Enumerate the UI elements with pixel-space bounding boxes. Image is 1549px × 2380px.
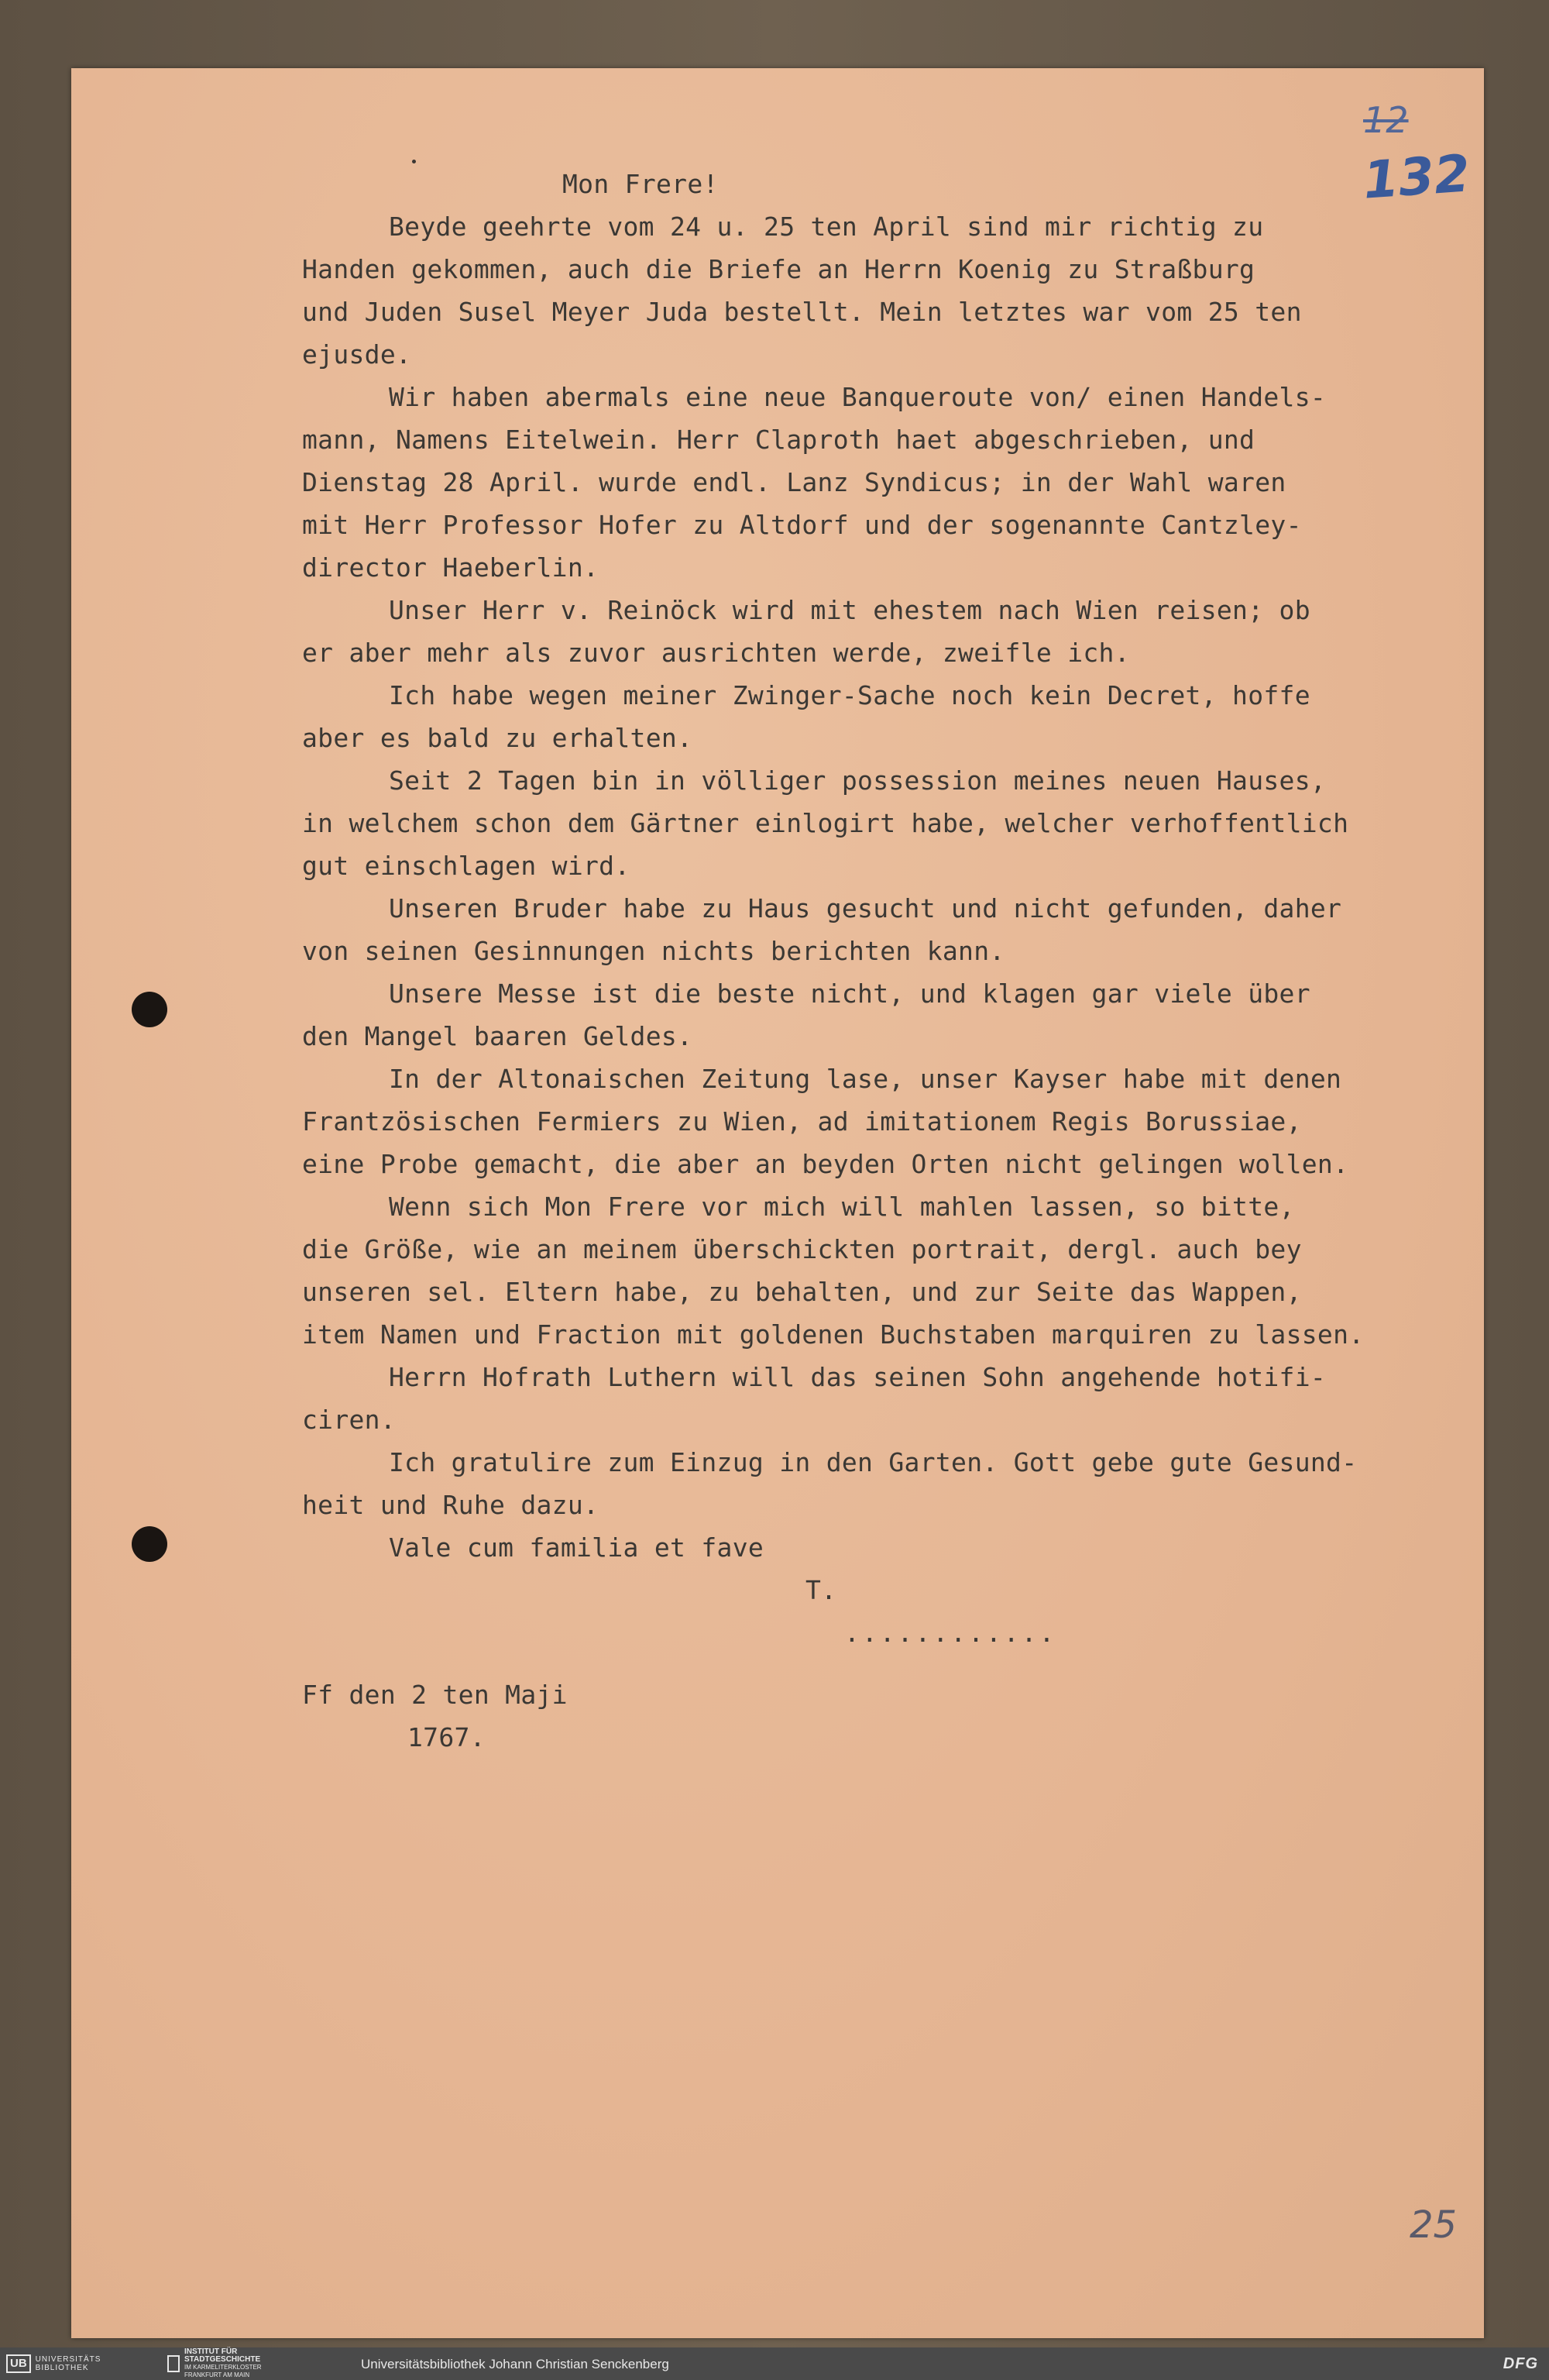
letter-line: In der Altonaischen Zeitung lase, unser Kayser habe mit denen bbox=[389, 1064, 1342, 1094]
letter-line: Unsere Messe ist die beste nicht, und klagen gar viele über bbox=[389, 978, 1310, 1009]
signature-initial: T. bbox=[805, 1575, 837, 1605]
archive-number: 132 bbox=[1361, 143, 1472, 211]
letter-salutation: Mon Frere! bbox=[562, 169, 719, 199]
footer-caption: Universitätsbibliothek Johann Christian Senckenberg bbox=[361, 2357, 669, 2371]
date-line: Ff den 2 ten Maji bbox=[302, 1680, 568, 1710]
letter-line: Beyde geehrte vom 24 u. 25 ten April sind mir richtig zu bbox=[389, 212, 1264, 242]
letter-line: mann, Namens Eitelwein. Herr Claproth haet abgeschrieben, und bbox=[302, 425, 1255, 455]
letter-line: Handen gekommen, auch die Briefe an Herrn Koenig zu Straßburg bbox=[302, 254, 1255, 284]
letter-line: Unser Herr v. Reinöck wird mit ehestem nach Wien reisen; ob bbox=[389, 595, 1310, 625]
letter-line: heit und Ruhe dazu. bbox=[302, 1490, 599, 1520]
letter-line: item Namen und Fraction mit goldenen Buchstaben marquiren zu lassen. bbox=[302, 1319, 1365, 1350]
letter-line: von seinen Gesinnungen nichts berichten kann. bbox=[302, 936, 1005, 966]
letter-paragraphs bbox=[302, 205, 1464, 1569]
punch-hole bbox=[132, 992, 167, 1027]
letter-line: Wir haben abermals eine neue Banqueroute von/ einen Handels- bbox=[389, 382, 1327, 412]
letter-line: aber es bald zu erhalten. bbox=[302, 723, 693, 753]
letter-line: gut einschlagen wird. bbox=[302, 851, 630, 881]
letter-line: Seit 2 Tagen bin in völliger possession meines neuen Hauses, bbox=[389, 765, 1327, 796]
letter-line: Frantzösischen Fermiers zu Wien, ad imitationem Regis Borussiae, bbox=[302, 1106, 1302, 1137]
letter-body bbox=[302, 163, 1464, 1759]
institute-icon bbox=[167, 2355, 180, 2372]
letter-line: ciren. bbox=[302, 1405, 397, 1435]
date-year: 1767. bbox=[407, 1722, 486, 1752]
letter-line: Ich habe wegen meiner Zwinger-Sache noch kein Decret, hoffe bbox=[389, 680, 1310, 710]
letter-line: Ich gratulire zum Einzug in den Garten. Gott gebe gute Gesund- bbox=[389, 1447, 1358, 1477]
punch-hole bbox=[132, 1526, 167, 1562]
letter-line: director Haeberlin. bbox=[302, 552, 599, 583]
letter-line: eine Probe gemacht, die aber an beyden Orten nicht gelingen wollen. bbox=[302, 1149, 1349, 1179]
letter-line: Herrn Hofrath Luthern will das seinen Sohn angehende hotifi- bbox=[389, 1362, 1327, 1392]
dfg-logo: DFG bbox=[1503, 2355, 1538, 2372]
ub-logo bbox=[6, 2354, 101, 2374]
institute-logo-text: INSTITUT FÜR STADTGESCHICHTE IM KARMELITERKLOSTER FRANKFURT AM MAIN bbox=[184, 2347, 262, 2378]
letter-line: Unseren Bruder habe zu Haus gesucht und nicht gefunden, daher bbox=[389, 893, 1342, 923]
signature-dots: ............ bbox=[844, 1618, 1057, 1648]
letter-line: und Juden Susel Meyer Juda bestellt. Mein letztes war vom 25 ten bbox=[302, 297, 1302, 327]
footer-bar bbox=[0, 2347, 1549, 2380]
ub-logo-text: UNIVERSITÄTS BIBLIOTHEK bbox=[35, 2355, 101, 2372]
letter-line: Dienstag 28 April. wurde endl. Lanz Syndicus; in der Wahl waren bbox=[302, 467, 1286, 497]
ub-logo-mark: UB bbox=[6, 2354, 31, 2373]
letter-line: er aber mehr als zuvor ausrichten werde, zweifle ich. bbox=[302, 638, 1130, 668]
struck-archive-number: 12 bbox=[1363, 99, 1409, 141]
letter-line: Wenn sich Mon Frere vor mich will mahlen lassen, so bitte, bbox=[389, 1192, 1295, 1222]
page-number: 25 bbox=[1410, 2203, 1458, 2247]
letter-line: in welchem schon dem Gärtner einlogirt habe, welcher verhoffentlich bbox=[302, 808, 1349, 838]
letter-line: Vale cum familia et fave bbox=[389, 1532, 764, 1563]
letter-line: die Größe, wie an meinem überschickten portrait, dergl. auch bey bbox=[302, 1234, 1302, 1264]
institute-logo bbox=[167, 2347, 262, 2378]
letter-line: ejusde. bbox=[302, 339, 412, 370]
letter-line: mit Herr Professor Hofer zu Altdorf und der sogenannte Cantzley- bbox=[302, 510, 1302, 540]
letter-line: unseren sel. Eltern habe, zu behalten, und zur Seite das Wappen, bbox=[302, 1277, 1302, 1307]
letter-line: den Mangel baaren Geldes. bbox=[302, 1021, 693, 1051]
